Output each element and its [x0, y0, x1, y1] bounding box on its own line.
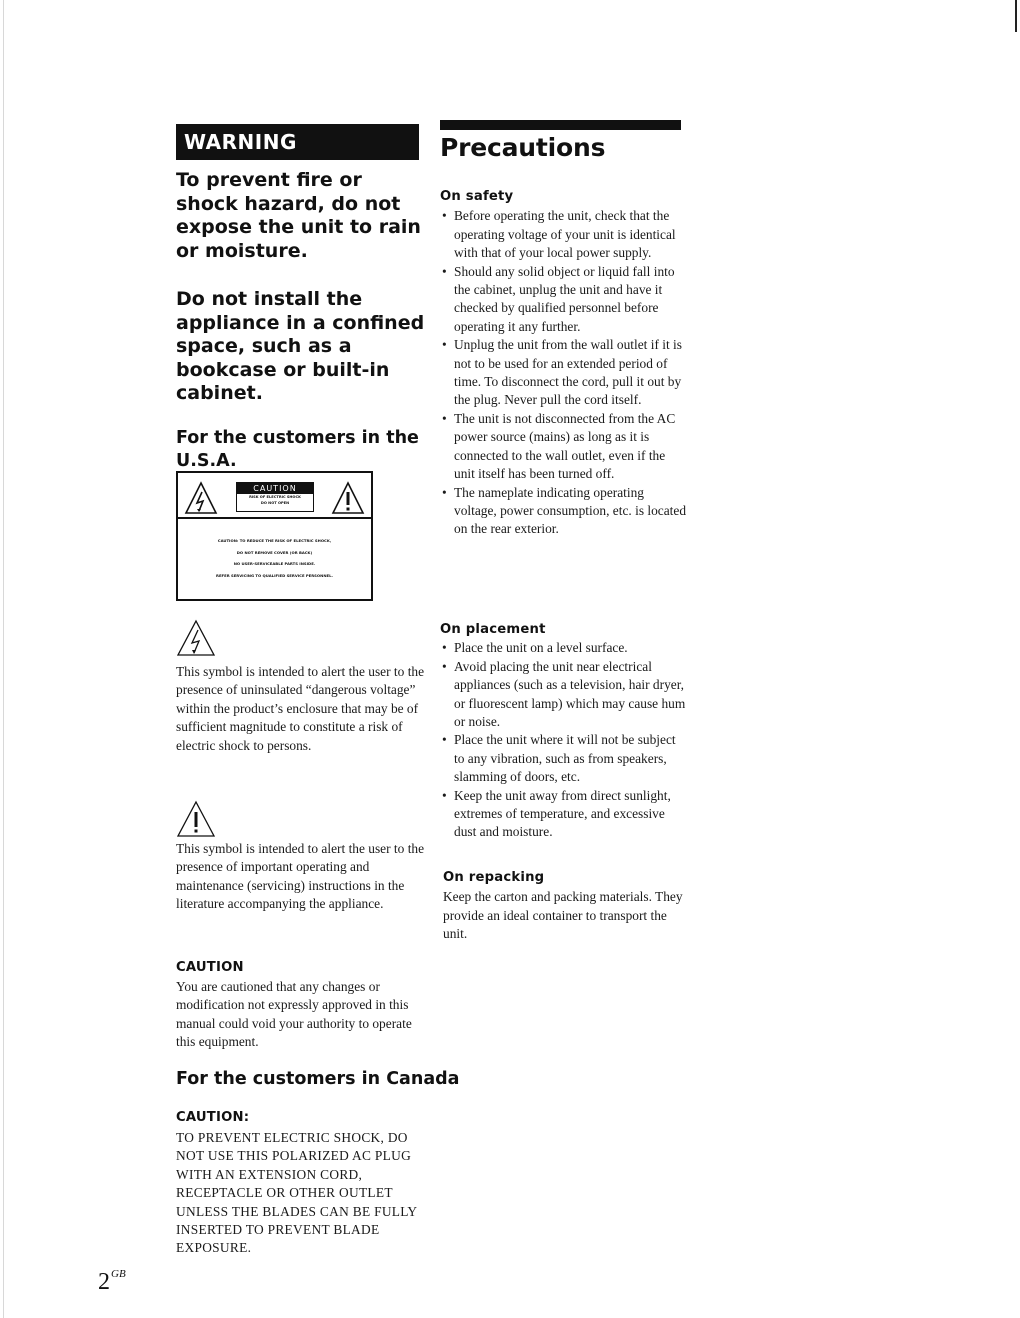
lightning-triangle-icon: [184, 481, 218, 515]
placement-list: [440, 639, 688, 841]
warning-text-rain: To prevent fire or shock hazard, do not expose the unit to rain or moisture.: [176, 169, 421, 262]
page-number: [98, 1268, 126, 1296]
repacking-heading: On repacking: [443, 870, 545, 885]
placement-section: [440, 621, 688, 842]
precautions-header: [440, 120, 685, 162]
left-column: [176, 124, 426, 473]
placement-heading: On placement: [440, 622, 546, 637]
symbol-1-description: This symbol is intended to alert the user to the presence of uninsulated “dangerous voltage” within the product’s enclosure that may be of sufficient magnitude to constitute a risk of electric shock to persons.: [176, 664, 425, 753]
list-item-text: Avoid placing the unit near electrical appliances (such as a television, hair dryer, or fluorescent lamp) which may cause hum or noise.: [454, 658, 686, 730]
caution-line: CAUTION: TO REDUCE THE RISK OF ELECTRIC SHOCK,: [217, 538, 332, 543]
caution-line: DO NOT REMOVE COVER (OR BACK): [236, 549, 313, 555]
list-item: • Before operating the unit, check that the operating voltage of your unit is identical with that of your local power supply.: [442, 208, 676, 261]
caution-band: CAUTION: [237, 483, 313, 494]
list-item-text: Before operating the unit, check that the operating voltage of your unit is identical with that of your local power supply.: [454, 208, 676, 261]
safety-list: [440, 207, 688, 538]
safety-heading: On safety: [440, 189, 514, 204]
list-item-text: Unplug the unit from the wall outlet if it is not to be used for an extended period of time. To disconnect the cord, pull it out by the plug. Never pull the cord itself.: [454, 337, 682, 408]
caution-label-top: [178, 473, 371, 519]
list-item-text: Should any solid object or liquid fall into the cabinet, unplug the unit and have it checked by qualified personnel before operating it any further.: [454, 263, 675, 334]
page-number-suffix: GB: [111, 1268, 126, 1280]
list-item: • Keep the unit away from direct sunlight, extremes of temperature, and excessive dust and moisture.: [442, 787, 671, 840]
list-item: • Should any solid object or liquid fall into the cabinet, unplug the unit and have it checked by qualified personnel before operating it any further.: [442, 263, 675, 334]
safety-section: [440, 188, 688, 539]
repacking-text: Keep the carton and packing materials. They provide an ideal container to transport the unit.: [443, 889, 683, 942]
caution-small-2: DO NOT OPEN: [260, 501, 290, 505]
canada-caution-text: TO PREVENT ELECTRIC SHOCK, DO NOT USE THIS POLARIZED AC PLUG WITH AN EXTENSION CORD, RECEPTACLE OR OTHER OUTLET UNLESS THE BLADES CAN BE FULLY INSERTED TO PREVENT BLADE EXPOSURE.: [176, 1130, 417, 1256]
lightning-triangle-icon: [176, 618, 216, 658]
list-item: • Place the unit where it will not be subject to any vibration, such as from speakers, slamming of doors, etc.: [442, 732, 676, 785]
list-item-text: The nameplate indicating operating voltage, power consumption, etc. is located on the rear exterior.: [454, 484, 687, 537]
list-item: • The unit is not disconnected from the AC power source (mains) as long as it is connected to the wall outlet, even if the unit itself has been turned off.: [442, 410, 676, 482]
caution-label-body: [182, 535, 367, 581]
caution-label-center: [236, 482, 314, 512]
warning-text-install: Do not install the appliance in a confined space, such as a bookcase or built-in cabinet.: [176, 288, 425, 404]
title-rule: [440, 120, 681, 130]
exclamation-triangle-icon: [176, 800, 216, 838]
caution-line: REFER SERVICING TO QUALIFIED SERVICE PERSONNEL.: [216, 572, 333, 578]
list-item: • The nameplate indicating operating voltage, power consumption, etc. is located on the rear exterior.: [442, 484, 687, 537]
caution-heading: CAUTION: [176, 960, 244, 975]
repacking-section: [443, 869, 691, 944]
usa-heading: For the customers in the U.S.A.: [176, 427, 419, 471]
list-item: • Unplug the unit from the wall outlet if it is not to be used for an extended period of time. To disconnect the cord, pull it out by the plug. Never pull the cord itself.: [442, 337, 682, 408]
page-edge-mark: [1015, 0, 1017, 32]
caution-small-1: RISK OF ELECTRIC SHOCK: [249, 495, 301, 499]
symbol-2-description: This symbol is intended to alert the user to the presence of important operating and maintenance (servicing) instructions in the literature accompanying the appliance.: [176, 841, 425, 912]
list-item: • Avoid placing the unit near electrical appliances (such as a television, hair dryer, or fluorescent lamp) which may cause hum or noise.: [442, 658, 686, 730]
list-item: • Place the unit on a level surface.: [442, 640, 628, 656]
list-item-text: Keep the unit away from direct sunlight, extremes of temperature, and excessive dust and moisture.: [454, 787, 671, 840]
canada-heading: For the customers in Canada: [176, 1069, 460, 1089]
list-item-text: The unit is not disconnected from the AC power source (mains) as long as it is connected to the wall outlet, even if the unit itself has been turned off.: [454, 410, 676, 482]
warning-label: WARNING: [184, 130, 297, 154]
page-number-value: 2: [98, 1269, 110, 1295]
exclamation-triangle-icon: [331, 481, 365, 515]
list-item-text: Place the unit where it will not be subject to any vibration, such as from speakers, slamming of doors, etc.: [454, 732, 676, 785]
canada-caution-heading: CAUTION:: [176, 1110, 250, 1125]
list-item-text: Place the unit on a level surface.: [454, 640, 628, 656]
caution-text: You are cautioned that any changes or modification not expressly approved in this manual could void your authority to operate this equipment.: [176, 979, 412, 1050]
page-title: Precautions: [440, 133, 606, 162]
caution-label-image: [176, 471, 373, 601]
caution-line: NO USER-SERVICEABLE PARTS INSIDE.: [233, 561, 316, 566]
warning-banner: [176, 124, 419, 160]
page-edge: [3, 0, 4, 1318]
